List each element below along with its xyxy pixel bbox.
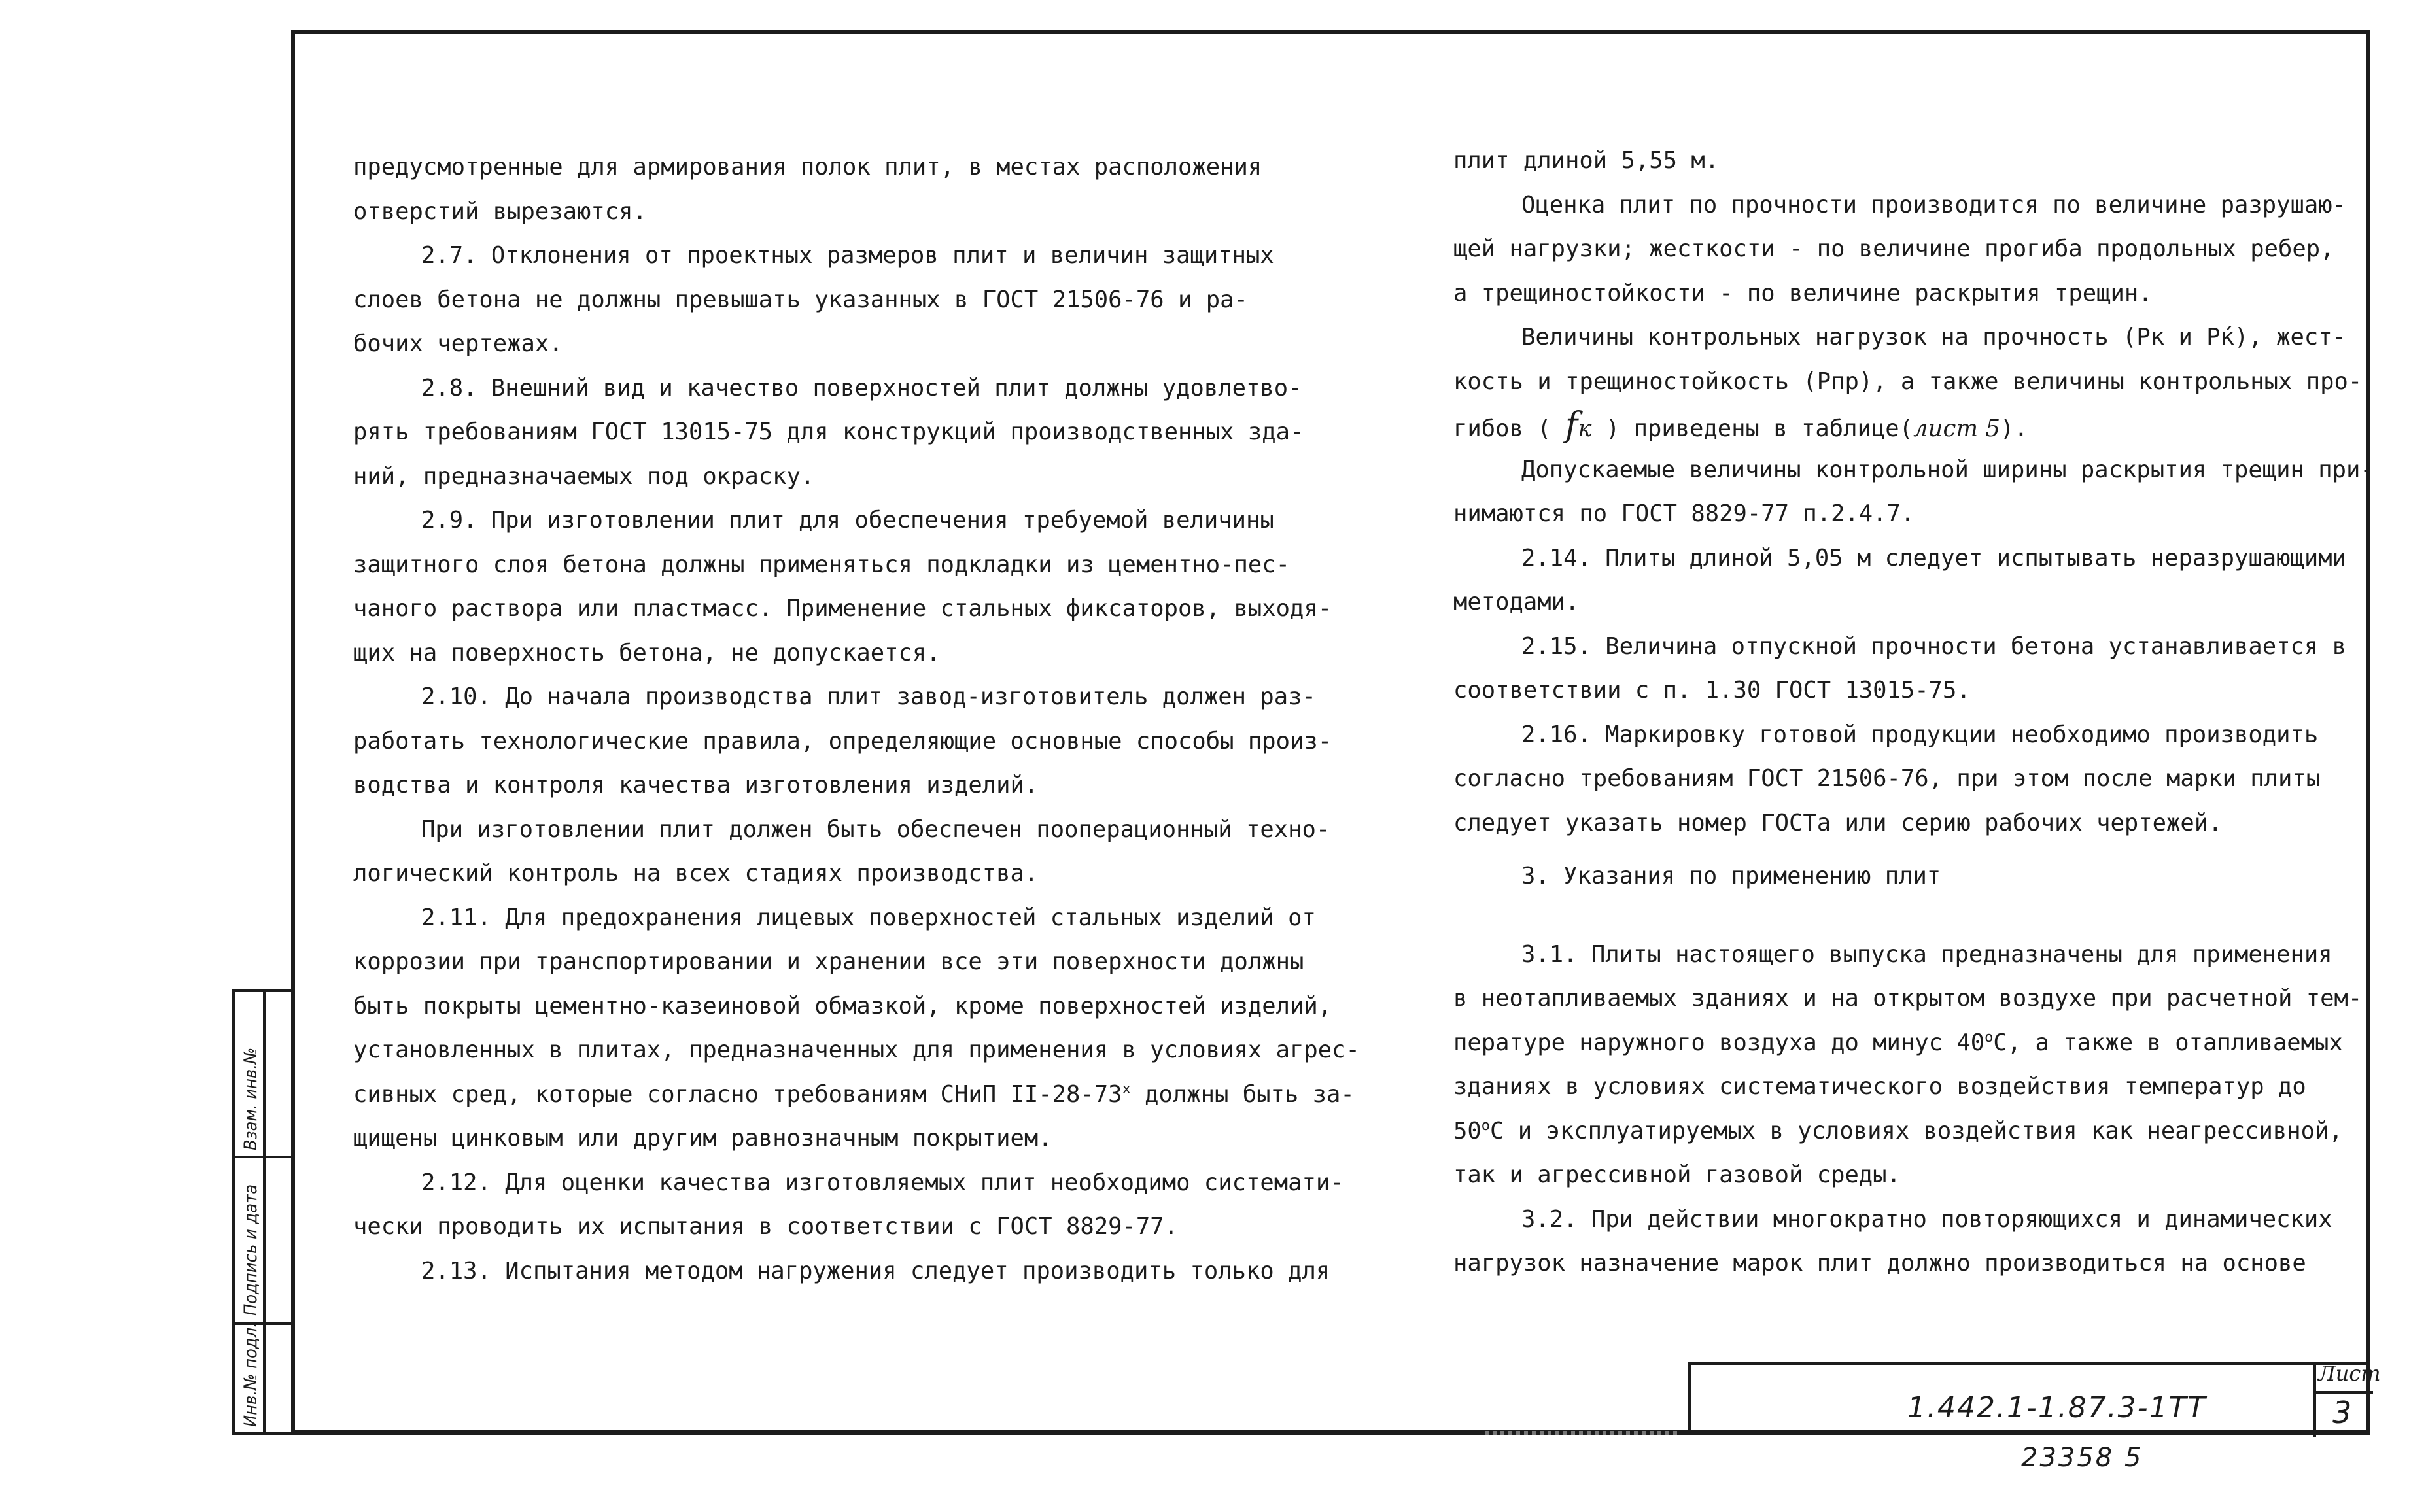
approval-side-strip bbox=[232, 989, 291, 1435]
paragraph-2-8: 2.8. Внешний вид и качество поверхностей плит должны удовлетво- bbox=[421, 374, 1302, 402]
text-line: плит длиной 5,55 м. bbox=[1453, 147, 1720, 174]
text-fragment: ) приведены в таблице( bbox=[1605, 415, 1914, 442]
text-line: щищены цинковым или другим равнозначным покрытием. bbox=[353, 1125, 1052, 1152]
deflection-symbol: f bbox=[1565, 405, 1578, 445]
left-text-column bbox=[353, 145, 1360, 1293]
text-line: логический контроль на всех стадиях производства. bbox=[353, 860, 1039, 887]
deflection-subscript: к bbox=[1578, 415, 1592, 442]
paragraph-2-7: 2.7. Отклонения от проектных размеров плит и величин защитных bbox=[421, 242, 1274, 269]
text-line: ний, предназначаемых под окраску. bbox=[353, 462, 815, 490]
text-line: чаного раствора или пластмасс. Применение стальных фиксаторов, выходя- bbox=[353, 595, 1332, 622]
sheet-number: 3 bbox=[2332, 1395, 2352, 1430]
paragraph-2-11: 2.11. Для предохранения лицевых поверхностей стальных изделий от bbox=[421, 904, 1316, 931]
title-block-stamp bbox=[1688, 1361, 2381, 1435]
sheet-label: Лист bbox=[2318, 1361, 2381, 1386]
text-fragment: гибов ( bbox=[1453, 415, 1551, 442]
text-line: Допускаемые величины контрольной ширины раскрытия трещин при- bbox=[1521, 456, 2374, 483]
paragraph-2-15: 2.15. Величина отпускной прочности бетона устанавливается в bbox=[1521, 632, 2346, 660]
handwritten-sheet-ref: лист 5 bbox=[1913, 415, 2000, 442]
degree-superscript: о bbox=[1481, 1117, 1490, 1134]
snip-reference: сивных сред, которые согласно требованиям СНиП II-28-73 bbox=[353, 1080, 1122, 1108]
strip-label-inventory: Инв.№ подл. bbox=[241, 1322, 261, 1427]
text-line: Величины контрольных нагрузок на прочность (Рк и Рќ), жест- bbox=[1521, 324, 2346, 351]
section-3-heading: 3. Указания по применению плит bbox=[1521, 863, 1941, 889]
strip-divider bbox=[263, 992, 266, 1432]
text-fragment: 50 bbox=[1453, 1117, 1482, 1144]
text-fragment: должны быть за- bbox=[1130, 1080, 1355, 1108]
paragraph-2-16: 2.16. Маркировку готовой продукции необходимо производить bbox=[1521, 721, 2319, 748]
text-line: а трещиностойкости - по величине раскрытия трещин. bbox=[1453, 279, 2153, 307]
paragraph-2-9: 2.9. При изготовлении плит для обеспечения требуемой величины bbox=[421, 507, 1274, 534]
text-line: чески проводить их испытания в соответствии с ГОСТ 8829-77. bbox=[353, 1213, 1178, 1240]
text-fragment: пературе наружного воздуха до минус 40 bbox=[1453, 1029, 1985, 1056]
text-line: нимаются по ГОСТ 8829-77 п.2.4.7. bbox=[1453, 500, 1915, 527]
text-line: установленных в плитах, предназначенных для применения в условиях агрес- bbox=[353, 1037, 1360, 1063]
strip-label-signature-date: Подпись и дата bbox=[241, 1184, 261, 1316]
text-line: щих на поверхность бетона, не допускается. bbox=[353, 639, 941, 666]
text-line: следует указать номер ГОСТа или серию рабочих чертежей. bbox=[1453, 809, 2223, 836]
stamp-divider bbox=[2313, 1391, 2373, 1394]
text-line: зданиях в условиях систематического воздействия температур до bbox=[1453, 1073, 2306, 1100]
paragraph-2-14: 2.14. Плиты длиной 5,05 м следует испытывать неразрушающими bbox=[1521, 544, 2346, 572]
paragraph-2-13: 2.13. Испытания методом нагружения следует производить только для bbox=[421, 1257, 1330, 1284]
text-line: бочих чертежах. bbox=[353, 330, 563, 357]
text-line: нагрузок назначение марок плит должно производиться на основе bbox=[1453, 1250, 2306, 1277]
text-line: защитного слоя бетона должны применяться подкладки из цементно-пес- bbox=[353, 551, 1290, 578]
document-code: 1.442.1-1.87.3-1ТТ bbox=[1907, 1391, 2207, 1424]
text-line: так и агрессивной газовой среды. bbox=[1453, 1161, 1901, 1188]
text-line: соответствии с п. 1.30 ГОСТ 13015-75. bbox=[1453, 677, 1971, 704]
text-line: в неотапливаемых зданиях и на открытом воздухе при расчетной тем- bbox=[1453, 985, 2363, 1012]
archive-number: 23358 5 bbox=[2021, 1443, 2143, 1473]
strip-label-replacement-inventory: Взам. инв.№ bbox=[241, 1047, 261, 1150]
text-line: Оценка плит по прочности производится по величине разрушаю- bbox=[1521, 191, 2346, 218]
scan-artifact bbox=[1485, 1431, 1681, 1435]
text-line bbox=[1453, 404, 2374, 448]
paragraph-3-2: 3.2. При действии многократно повторяющихся и динамических bbox=[1521, 1205, 2332, 1233]
text-line: слоев бетона не должны превышать указанных в ГОСТ 21506-76 и ра- bbox=[353, 286, 1248, 313]
text-fragment: С и эксплуатируемых в условиях воздействия как неагрессивной, bbox=[1490, 1117, 2343, 1144]
text-line: коррозии при транспортировании и хранении все эти поверхности должны bbox=[353, 948, 1304, 975]
text-line: отверстий вырезаются. bbox=[353, 198, 647, 225]
stamp-divider bbox=[2313, 1364, 2316, 1437]
strip-divider bbox=[235, 1156, 291, 1158]
paragraph-2-12: 2.12. Для оценки качества изготовляемых плит необходимо системати- bbox=[421, 1169, 1344, 1196]
text-fragment: ). bbox=[2000, 415, 2028, 442]
text-line: щей нагрузки; жесткости - по величине прогиба продольных ребер, bbox=[1453, 235, 2334, 262]
text-line bbox=[353, 1073, 1360, 1117]
text-line: При изготовлении плит должен быть обеспечен пооперационный техно- bbox=[421, 816, 1330, 843]
right-text-column bbox=[1453, 139, 2374, 1286]
paragraph-2-10: 2.10. До начала производства плит завод-изготовитель должен раз- bbox=[421, 683, 1316, 710]
text-line bbox=[1453, 1109, 2374, 1154]
superscript-x: x bbox=[1122, 1080, 1131, 1097]
text-line: быть покрыты цементно-казеиновой обмазкой, кроме поверхностей изделий, bbox=[353, 992, 1332, 1020]
text-line: кость и трещиностойкость (Рпр), а также величины контрольных про- bbox=[1453, 368, 2363, 395]
text-line: предусмотренные для армирования полок плит, в местах расположения bbox=[353, 154, 1262, 180]
text-fragment: С, а также в отапливаемых bbox=[1993, 1029, 2343, 1056]
text-line: методами. bbox=[1453, 589, 1580, 615]
text-line: рять требованиям ГОСТ 13015-75 для конструкций производственных зда- bbox=[353, 419, 1304, 445]
text-line: согласно требованиям ГОСТ 21506-76, при этом после марки плиты bbox=[1453, 765, 2321, 792]
degree-superscript: о bbox=[1984, 1029, 1994, 1046]
text-line bbox=[1453, 1021, 2374, 1065]
text-line: водства и контроля качества изготовления изделий. bbox=[353, 772, 1039, 799]
text-line: работать технологические правила, определяющие основные способы произ- bbox=[353, 727, 1332, 755]
paragraph-3-1: 3.1. Плиты настоящего выпуска предназначены для применения bbox=[1521, 940, 2332, 968]
